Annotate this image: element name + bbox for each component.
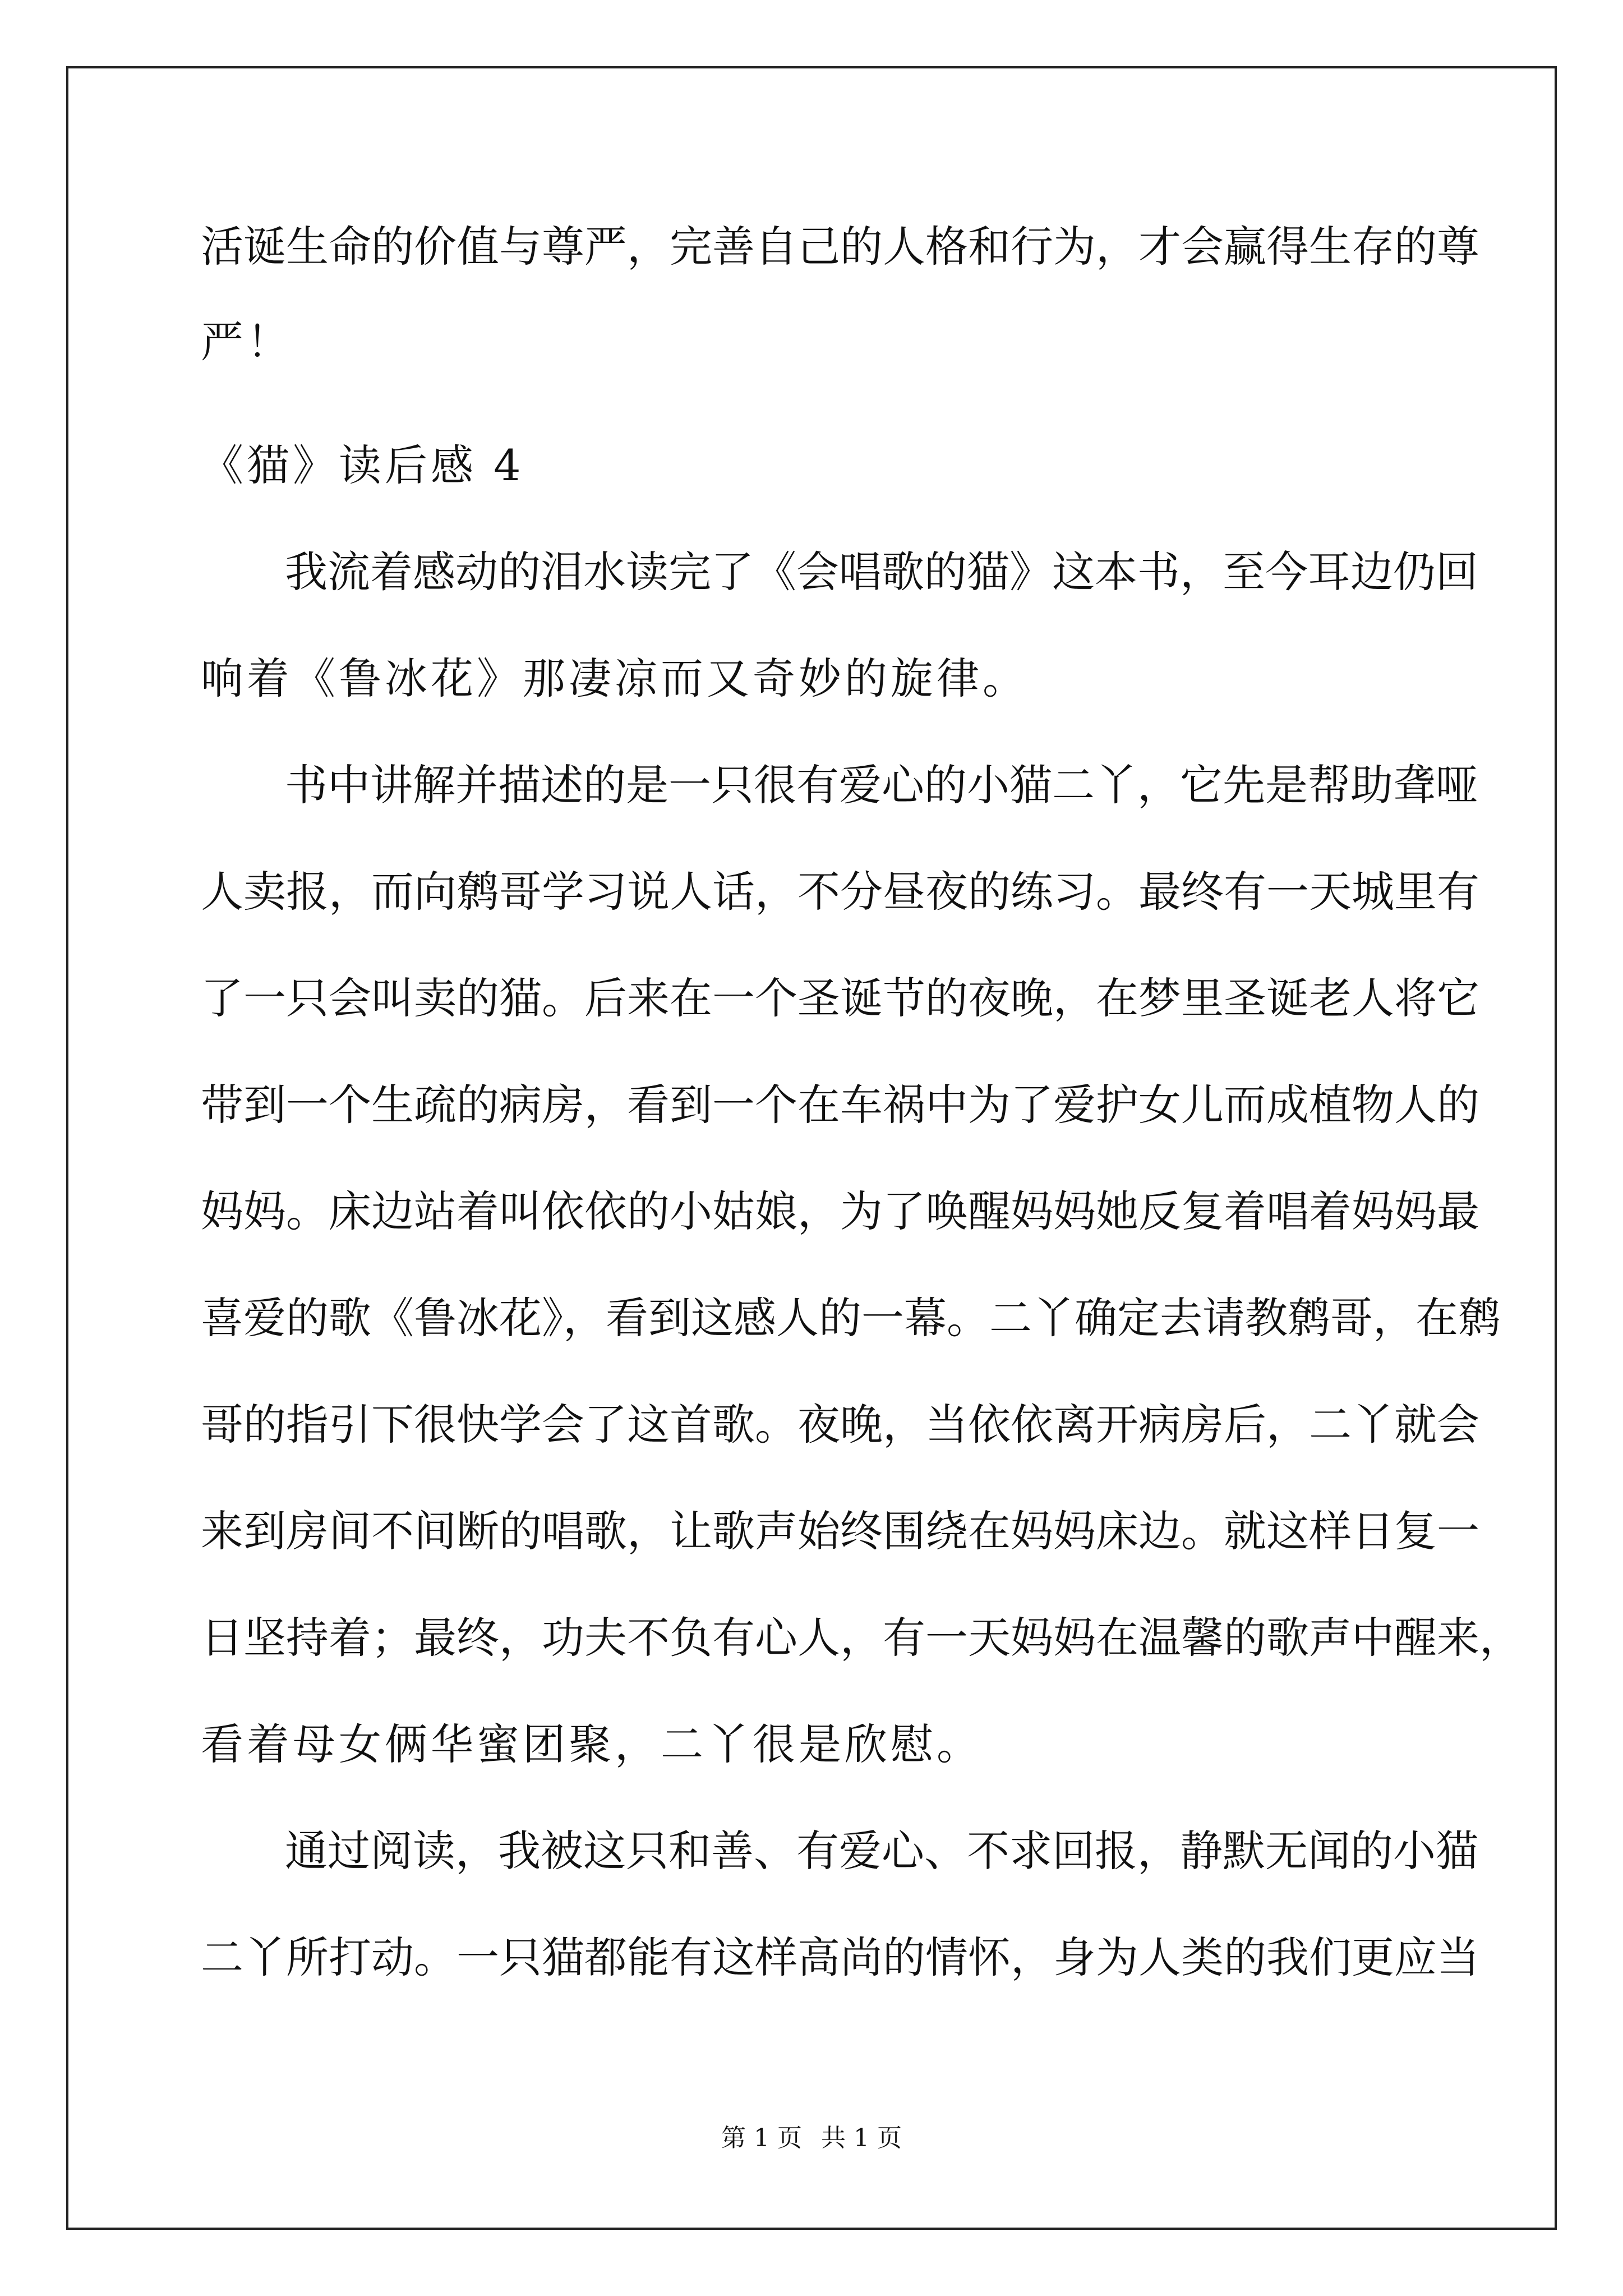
body-line: 看着母女俩华蜜团聚，二丫很是欣慰。 [201,1719,983,1769]
page-total: 共 1 页 [821,2124,902,2152]
page-number: 第 1 页 [721,2124,802,2152]
page-footer [0,2122,1623,2155]
body-line: 了一只会叫卖的猫。后来在一个圣诞节的夜晚，在梦里圣诞老人将它 [201,973,1479,1023]
body-line: 我流着感动的泪水读完了《会唱歌的猫》这本书，至今耳边仍回 [285,547,1478,597]
body-line: 通过阅读，我被这只和善、有爱心、不求回报，静默无闻的小猫 [285,1826,1478,1876]
body-line: 带到一个生疏的病房，看到一个在车祸中为了爱护女儿而成植物人的 [201,1080,1479,1130]
body-line: 活诞生命的价值与尊严，完善自己的人格和行为，才会赢得生存的尊 [201,222,1479,272]
body-line: 哥的指引下很快学会了这首歌。夜晚，当依依离开病房后，二丫就会 [201,1400,1479,1450]
body-line: 严！ [201,317,293,367]
body-line: 二丫所打动。一只猫都能有这样高尚的情怀，身为人类的我们更应当 [201,1932,1479,1982]
body-line: 来到房间不间断的唱歌，让歌声始终围绕在妈妈床边。就这样日复一 [201,1506,1479,1556]
body-line: 妈妈。床边站着叫依依的小姑娘，为了唤醒妈妈她反复着唱着妈妈最 [201,1186,1479,1236]
body-line: 人卖报，而向鹩哥学习说人话，不分昼夜的练习。最终有一天城里有 [201,867,1479,917]
body-line: 书中讲解并描述的是一只很有爱心的小猫二丫，它先是帮助聋哑 [285,760,1478,810]
body-line: 喜爱的歌《鲁冰花》，看到这感人的一幕。二丫确定去请教鹩哥，在鹩 [201,1293,1501,1343]
section-heading: 《猫》读后感 4 [201,440,524,490]
body-line: 响着《鲁冰花》那凄凉而又奇妙的旋律。 [201,654,1029,703]
page-border [66,66,1557,2230]
body-line: 日坚持着；最终，功夫不负有心人，有一天妈妈在温馨的歌声中醒来， [201,1613,1522,1663]
